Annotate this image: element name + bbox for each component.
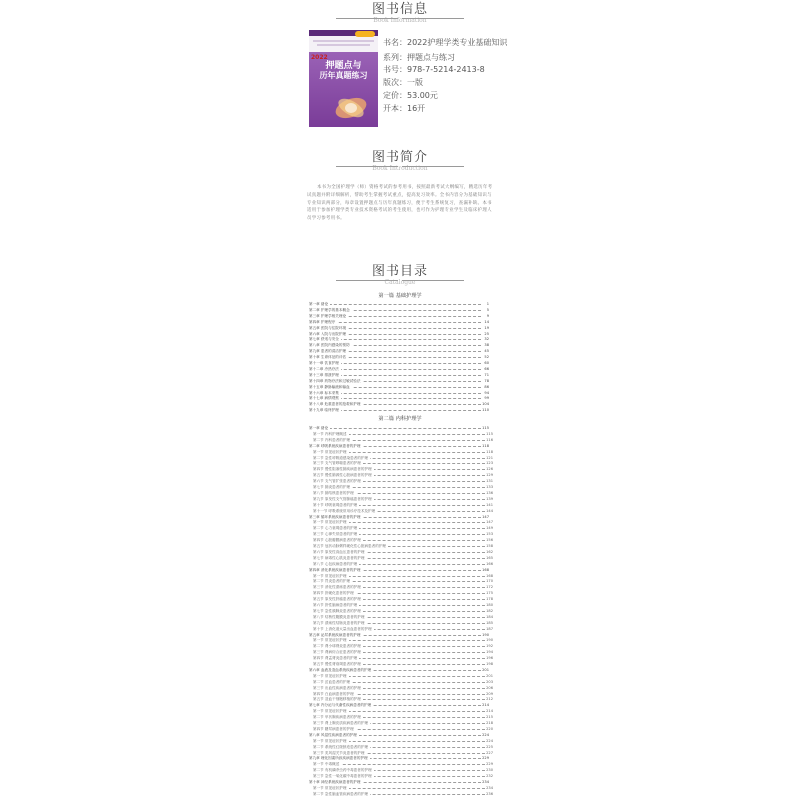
toc-row-label: 第八章 医院内感染的预防 (309, 343, 350, 348)
toc-row-label: 第十七章 病情观察 (309, 396, 339, 401)
toc-row-page: 190 (482, 632, 489, 637)
divider-line (402, 18, 464, 19)
toc-row-label: 第十五章 静脉输液和输血 (309, 384, 350, 389)
toc-row-page: 172 (486, 585, 493, 590)
toc-row-label: 第一节 中毒概述 (313, 762, 340, 767)
toc-row-label: 第三节 肾病综合征患者的护理 (313, 650, 361, 655)
toc-row[interactable] (309, 407, 489, 413)
toc-row-label: 第一节 常见症状护理 (313, 738, 347, 743)
toc-row-page: 94 (484, 390, 489, 395)
divider-line (336, 18, 398, 19)
toc-row-label: 第三节 肾上腺皮质疾病患者的护理 (313, 721, 369, 725)
intro-paragraph: 本书为全国护理学（师）资格考试的参考用书，按照最新考试大纲编写，精选历年考试真题并附详细解析，帮助考生掌握考试重点，提高复习效率。全书内容分为基础知识与专业知识两部分，每章设置押题点与历年真题练习，便于考生系统复习，查漏补缺。本书适用于参加护理学类专业技术资格考试的考生使用，也可作为护理专业学生及临床护理人员学习参考用书。 (307, 185, 493, 222)
toc-row-label: 第六节 支气管扩张患者的护理 (313, 479, 361, 484)
toc-row-page: 14 (484, 319, 489, 324)
toc-row-page: 214 (482, 703, 489, 708)
toc-row-page: 86 (484, 384, 489, 389)
toc-row-page: 227 (486, 750, 493, 755)
toc-row-page: 118 (482, 443, 489, 448)
cover-flower-icon (329, 90, 373, 124)
toc-row-label: 第十节 上消化道大量出血患者的护理 (313, 626, 372, 631)
toc-row-page: 224 (486, 738, 493, 743)
toc-row-label: 第二节 胃炎患者的护理 (313, 579, 351, 584)
toc-row-page: 126 (486, 467, 493, 472)
toc-row-page: 192 (486, 644, 493, 649)
toc-row-page: 116 (486, 437, 493, 442)
toc-row-page: 194 (486, 650, 493, 655)
toc-row-label: 第一章 绪论 (309, 302, 329, 306)
toc-row-page: 104 (482, 402, 489, 407)
toc-row-label: 第四节 白血病患者的护理 (313, 691, 354, 696)
toc-row-page: 196 (486, 656, 493, 661)
toc-row-page: 234 (482, 780, 489, 784)
toc-row-page: 166 (486, 561, 493, 566)
toc-row-label: 第三章 循环系统疾病患者的护理 (309, 514, 361, 519)
toc-row-page: 147 (482, 514, 489, 519)
toc-row-label: 第十一节 呼吸系统常用诊疗技术及护理 (313, 508, 376, 513)
divider-line (336, 280, 398, 281)
toc-row-page: 215 (486, 715, 493, 720)
toc-row-label: 第五节 慢性肺源性心脏病患者的护理 (313, 473, 372, 478)
toc-row-label: 第三节 消化性溃疡患者的护理 (313, 585, 361, 590)
toc-row-label: 第五章 医院与住院环境 (309, 325, 347, 330)
toc-row-label: 第三节 急性一氧化碳中毒患者的护理 (313, 774, 372, 779)
toc-row-label: 第一节 常见症状护理 (313, 673, 347, 678)
toc-row-label: 第四节 糖尿病患者的护理 (313, 726, 354, 731)
info-format: 开本：16开 (383, 104, 426, 113)
toc-row-label: 第十九章 临终护理 (309, 408, 339, 413)
info-isbn: 书号：978-7-5214-2413-8 (383, 65, 485, 74)
toc-row-label: 第三章 护理学相关理论 (309, 313, 347, 318)
toc-row-page: 214 (486, 709, 493, 714)
toc-row-label: 第三节 支气管哮喘患者的护理 (313, 461, 361, 466)
toc-row-page: 144 (486, 508, 493, 513)
toc-row-page: 229 (482, 756, 489, 761)
toc-row-label: 第二节 系统性红斑狼疮患者的护理 (313, 744, 369, 749)
toc-row-label: 第二章 护理学的基本概念 (309, 307, 350, 312)
toc-row-page: 230 (486, 768, 493, 773)
toc-row-label: 第六章 入院与出院护理 (309, 331, 347, 336)
toc-row-page: 168 (486, 573, 493, 578)
toc-row-label: 第七节 病毒性心肌炎患者的护理 (313, 555, 365, 560)
toc-row-label: 第三节 心律失常患者的护理 (313, 532, 358, 537)
info-edition: 版次：一版 (383, 78, 423, 87)
toc-row-label: 第二节 急性脑血管疾病患者的护理 (313, 791, 369, 796)
toc-row-page: 153 (486, 532, 493, 537)
info-title: 书名：2022护理学类专业基础知识 (383, 38, 508, 47)
cover-title-line1: 押题点与 (325, 61, 362, 71)
toc-row-label: 第五章 泌尿系统疾病患者的护理 (309, 632, 361, 637)
toc-row-page: 78 (484, 378, 489, 383)
toc-row-label: 第一节 常见症状护理 (313, 573, 347, 578)
toc-row-page: 170 (486, 579, 493, 584)
toc-row-page: 32 (484, 337, 489, 342)
toc-row-page: 232 (486, 774, 493, 779)
toc-row-page: 178 (486, 597, 493, 602)
toc-row-page: 185 (486, 620, 493, 625)
toc-row-page: 190 (486, 638, 493, 643)
toc-row-label: 第十节 呼吸衰竭患者的护理 (313, 502, 358, 507)
toc-row-page: 229 (486, 762, 493, 767)
toc-row-label: 第十八章 危重患者的抢救和护理 (309, 402, 361, 407)
toc-row-page: 45 (484, 349, 489, 354)
divider-line (402, 280, 464, 281)
toc-row-label: 第七节 急性胰腺炎患者的护理 (313, 608, 361, 613)
toc-row-label: 第六章 血液及造血系统疾病患者的护理 (309, 667, 372, 672)
toc-row-label: 第六节 肝性脑病患者的护理 (313, 603, 358, 607)
toc-row-page: 156 (486, 538, 493, 543)
toc-row-label: 第二节 肾小球肾炎患者的护理 (313, 644, 361, 649)
toc-row-page: 224 (482, 732, 489, 737)
toc-row-label: 第八章 风湿性疾病患者的护理 (309, 732, 357, 737)
toc-row-page: 131 (486, 479, 493, 484)
toc-row-label: 第十三章 排泄护理 (309, 372, 339, 377)
toc-row-page: 52 (484, 355, 489, 360)
toc-row-page: 5 (486, 307, 489, 312)
toc-row-page: 71 (484, 372, 489, 377)
toc-row-page: 236 (486, 791, 493, 796)
toc-row-page: 175 (486, 591, 493, 596)
section-header-introduction (300, 150, 500, 173)
toc-row-page: 209 (486, 691, 493, 696)
toc-row-label: 第四节 肾盂肾炎患者的护理 (313, 656, 358, 661)
divider-line (336, 166, 398, 167)
toc-row-page: 201 (482, 667, 489, 672)
toc-row-page: 198 (486, 662, 493, 666)
toc-row-label: 第一节 常见症状护理 (313, 638, 347, 643)
toc-row-page: 187 (486, 626, 493, 631)
toc-row-label: 第一节 内科护理概述 (313, 431, 347, 436)
toc-row[interactable] (313, 791, 493, 797)
toc-row-page: 218 (486, 721, 493, 725)
section-header-catalogue (300, 264, 500, 287)
toc-row-page: 165 (486, 555, 493, 560)
cover-title-line2: 历年真题练习 (319, 71, 368, 80)
toc-row-label: 第一节 常见症状护理 (313, 785, 347, 790)
toc-row-page: 38 (484, 343, 489, 348)
toc-row-label: 第八节 心包疾病患者的护理 (313, 561, 358, 566)
toc-row-label: 第六节 原发性高血压患者的护理 (313, 549, 365, 554)
toc-row-page: 141 (486, 502, 493, 507)
toc-row-label: 第十六章 标本采集 (309, 390, 339, 395)
toc-row-label: 第二节 有机磷杀虫药中毒患者的护理 (313, 768, 372, 773)
toc-row-label: 第十章 神经系统疾病患者的护理 (309, 780, 361, 784)
toc-row-label: 第七节 肺炎患者的护理 (313, 485, 351, 489)
toc-row-page: 149 (486, 526, 493, 531)
toc-row-page: 158 (486, 544, 493, 548)
toc-row-page: 60 (484, 361, 489, 365)
toc-leader-dots (309, 428, 481, 429)
toc-row-page: 9 (486, 313, 489, 318)
toc-row-label: 第二节 心力衰竭患者的护理 (313, 526, 358, 531)
toc-row-label: 第五节 冠状动脉粥样硬化性心脏病患者的护理 (313, 544, 387, 548)
section-title: 图书目录 (371, 264, 428, 279)
toc-row-label: 第三节 类风湿关节炎患者的护理 (313, 750, 365, 755)
divider-line (402, 166, 464, 167)
toc-leader-dots (309, 304, 481, 305)
toc-row-label: 第四章 消化系统疾病患者的护理 (309, 567, 361, 572)
toc-row-page: 147 (486, 520, 493, 525)
toc-row-page: 162 (486, 549, 493, 554)
toc-row-label: 第九节 溃疡性结肠炎患者的护理 (313, 620, 365, 625)
toc-row-label: 第七章 舒适与安全 (309, 337, 339, 342)
toc-row-label: 第四章 护理程序 (309, 319, 336, 324)
toc-row-page: 136 (486, 490, 493, 495)
toc-row-label: 第四节 心脏瓣膜病患者的护理 (313, 538, 361, 543)
toc-row-page: 201 (486, 673, 493, 678)
toc-row-label: 第二节 内科患者的护理 (313, 437, 351, 442)
toc-row-page: 180 (486, 603, 493, 607)
toc-row-label: 第九章 理化因素所致疾病患者的护理 (309, 756, 368, 761)
toc-row-page: 225 (486, 744, 493, 749)
toc-row-label: 第二节 甲状腺疾病患者的护理 (313, 715, 361, 720)
toc-row-label: 第八节 肺结核患者的护理 (313, 490, 354, 495)
toc-row-label: 第二章 呼吸系统疾病患者的护理 (309, 443, 361, 448)
cover-ribbon-icon (309, 37, 378, 49)
toc-row-page: 234 (486, 785, 493, 790)
cover-year: 2022 (311, 54, 328, 61)
toc-row-page: 123 (486, 461, 493, 466)
book-cover-image (309, 30, 378, 127)
toc-row-label: 第十二章 冷热疗法 (309, 366, 339, 371)
section-subtitle: Catalogue (384, 279, 416, 286)
section-title: 图书简介 (371, 150, 428, 165)
toc-row-label: 第九章 患者的清洁护理 (309, 349, 347, 354)
info-series: 系列：押题点与练习 (383, 53, 455, 62)
toc-row-label: 第一节 常见症状护理 (313, 520, 347, 525)
toc-row-label: 第十一章 饮食护理 (309, 361, 339, 365)
toc-row-page: 118 (486, 449, 493, 454)
toc-row-page: 220 (486, 726, 493, 731)
toc-row-page: 110 (482, 408, 489, 413)
toc-row-label: 第十四章 药物疗法和过敏试验法 (309, 378, 361, 383)
toc-row-label: 第一章 绪论 (309, 426, 329, 430)
toc-row-page: 115 (482, 426, 489, 430)
section-subtitle: Book Introduction (372, 165, 428, 172)
toc-row-page: 99 (484, 396, 489, 401)
toc-row-page: 168 (482, 567, 489, 572)
toc-row-page: 1 (486, 302, 489, 306)
toc-part-title: 第一篇 基础护理学 (378, 293, 422, 299)
toc-row-page: 184 (486, 614, 493, 619)
toc-row-page: 182 (486, 608, 493, 613)
toc-row-label: 第四节 慢性阻塞性肺疾病患者的护理 (313, 467, 372, 472)
toc-row-label: 第二节 急性呼吸道感染患者的护理 (313, 455, 369, 460)
toc-row-label: 第五节 原发性肝癌患者的护理 (313, 597, 361, 602)
toc-row-page: 203 (486, 679, 493, 684)
info-price: 定价：53.00元 (383, 91, 438, 100)
toc-row-label: 第九节 原发性支气管肺癌患者的护理 (313, 496, 372, 501)
toc-row-label: 第一节 常见症状护理 (313, 449, 347, 454)
toc-row-label: 第四节 肝硬化患者的护理 (313, 591, 354, 596)
toc-row-label: 第五节 造血干细胞移植的护理 (313, 697, 361, 702)
toc-part-title: 第二篇 内科护理学 (378, 416, 422, 422)
toc-row-label: 第七章 内分泌与代谢性疾病患者的护理 (309, 703, 372, 708)
toc-row-label: 第三节 出血性疾病患者的护理 (313, 685, 361, 690)
toc-row-label: 第十章 生命体征的评估 (309, 355, 347, 360)
toc-row-page: 66 (484, 366, 489, 371)
toc-row-page: 212 (486, 697, 493, 702)
toc-row-page: 206 (486, 685, 493, 690)
toc-row-label: 第二节 贫血患者的护理 (313, 679, 351, 684)
toc-row-label: 第一节 常见症状护理 (313, 709, 347, 714)
section-header-book-info (300, 2, 500, 25)
toc-row-page: 25 (484, 331, 489, 336)
toc-row-page: 129 (486, 473, 493, 478)
toc-row-page: 19 (484, 325, 489, 330)
toc-row-page: 139 (486, 496, 493, 501)
section-title: 图书信息 (371, 2, 428, 17)
section-subtitle: Book Information (373, 17, 427, 24)
toc-row-label: 第八节 结核性腹膜炎患者的护理 (313, 614, 365, 619)
toc-row-page: 133 (486, 485, 493, 489)
toc-row-label: 第五节 慢性肾衰竭患者的护理 (313, 662, 361, 666)
toc-row-page: 121 (486, 455, 493, 460)
toc-row-page: 115 (486, 431, 493, 436)
